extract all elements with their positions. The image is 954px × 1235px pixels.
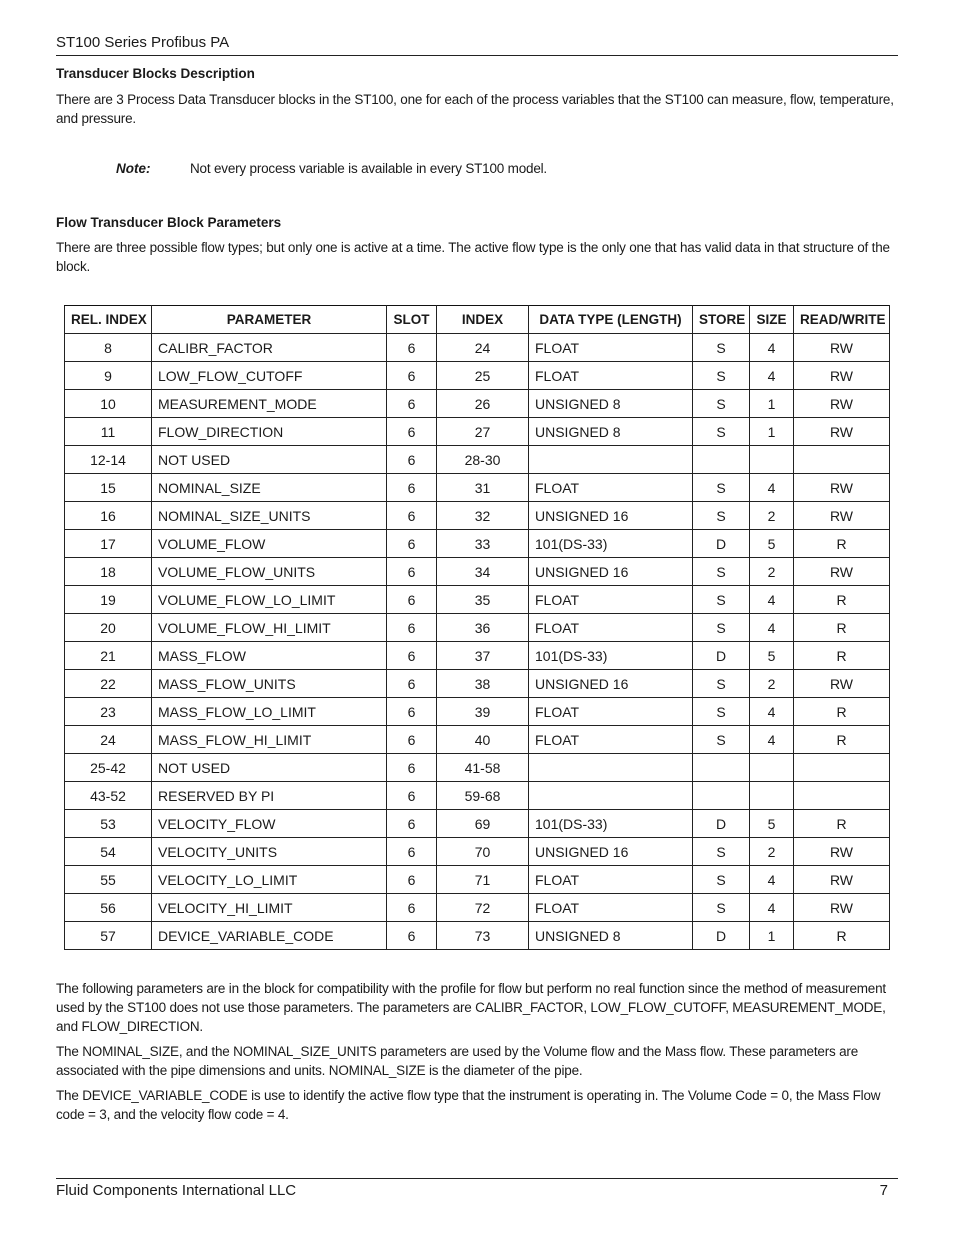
table-cell: NOMINAL_SIZE	[152, 474, 387, 502]
table-cell	[693, 754, 750, 782]
table-cell: 39	[437, 698, 529, 726]
body-paragraph-device-variable-code: The DEVICE_VARIABLE_CODE is use to identify the active flow type that the instrument is operating in. The Volume Code = 0, the Mass Flow code = 3, and the velocity flow code = 4.	[56, 1088, 881, 1122]
table-cell: 6	[387, 586, 437, 614]
table-cell: 6	[387, 390, 437, 418]
table-cell: 19	[65, 586, 152, 614]
table-cell: 6	[387, 474, 437, 502]
table-cell: RW	[794, 866, 890, 894]
table-cell: 6	[387, 754, 437, 782]
table-row	[65, 474, 890, 502]
table-cell: 25	[437, 362, 529, 390]
table-cell: FLOAT	[529, 474, 693, 502]
table-cell: UNSIGNED 16	[529, 502, 693, 530]
column-header: INDEX	[437, 306, 529, 334]
table-cell: 5	[750, 642, 794, 670]
table-cell: LOW_FLOW_CUTOFF	[152, 362, 387, 390]
table-cell: 2	[750, 670, 794, 698]
table-cell: R	[794, 726, 890, 754]
table-row	[65, 642, 890, 670]
table-cell: 12-14	[65, 446, 152, 474]
table-row	[65, 586, 890, 614]
table-cell: 21	[65, 642, 152, 670]
table-cell: S	[693, 334, 750, 362]
table-cell: S	[693, 502, 750, 530]
table-cell: 2	[750, 502, 794, 530]
table-cell: S	[693, 670, 750, 698]
table-cell: 5	[750, 530, 794, 558]
table-cell: 101(DS-33)	[529, 642, 693, 670]
table-cell: 24	[437, 334, 529, 362]
table-cell	[794, 782, 890, 810]
table-cell: RW	[794, 838, 890, 866]
column-header: PARAMETER	[152, 306, 387, 334]
table-cell: VELOCITY_UNITS	[152, 838, 387, 866]
table-cell: 41-58	[437, 754, 529, 782]
table-cell: 34	[437, 558, 529, 586]
table-cell: R	[794, 698, 890, 726]
table-cell: S	[693, 474, 750, 502]
table-cell: RW	[794, 418, 890, 446]
table-cell: UNSIGNED 16	[529, 838, 693, 866]
table-cell: RW	[794, 362, 890, 390]
table-row	[65, 810, 890, 838]
table-row	[65, 446, 890, 474]
table-cell: 33	[437, 530, 529, 558]
table-cell: 26	[437, 390, 529, 418]
footer-divider	[56, 1178, 898, 1179]
table-cell: MASS_FLOW_UNITS	[152, 670, 387, 698]
table-cell: 8	[65, 334, 152, 362]
table-cell: S	[693, 866, 750, 894]
section-heading-transducer-blocks: Transducer Blocks Description	[56, 66, 255, 81]
table-cell: VOLUME_FLOW_LO_LIMIT	[152, 586, 387, 614]
table-cell: 6	[387, 838, 437, 866]
table-cell: 6	[387, 894, 437, 922]
column-header: SLOT	[387, 306, 437, 334]
table-cell: VOLUME_FLOW_HI_LIMIT	[152, 614, 387, 642]
table-row	[65, 782, 890, 810]
table-cell: 6	[387, 502, 437, 530]
table-cell: S	[693, 894, 750, 922]
table-cell: 6	[387, 782, 437, 810]
table-row	[65, 362, 890, 390]
body-paragraph-nominal-size: The NOMINAL_SIZE, and the NOMINAL_SIZE_UNITS parameters are used by the Volume flow and the Mass flow. These parameters are associated with the pipe dimensions and units. NOMINAL_SIZE is the diameter of the pipe.	[56, 1044, 859, 1078]
table-cell: 6	[387, 530, 437, 558]
table-cell: R	[794, 614, 890, 642]
table-cell: FLOAT	[529, 726, 693, 754]
table-cell: 18	[65, 558, 152, 586]
table-cell: MASS_FLOW	[152, 642, 387, 670]
table-cell: 6	[387, 334, 437, 362]
table-cell: FLOAT	[529, 362, 693, 390]
table-cell	[750, 782, 794, 810]
table-cell: 6	[387, 642, 437, 670]
table-cell	[529, 754, 693, 782]
table-cell: VOLUME_FLOW_UNITS	[152, 558, 387, 586]
table-row	[65, 922, 890, 950]
table-cell: 59-68	[437, 782, 529, 810]
table-cell: 27	[437, 418, 529, 446]
table-cell: 32	[437, 502, 529, 530]
table-cell: UNSIGNED 16	[529, 670, 693, 698]
table-cell: RESERVED BY PI	[152, 782, 387, 810]
table-cell: VELOCITY_FLOW	[152, 810, 387, 838]
table-cell: 31	[437, 474, 529, 502]
table-cell: 20	[65, 614, 152, 642]
table-cell: VOLUME_FLOW	[152, 530, 387, 558]
table-cell: 23	[65, 698, 152, 726]
table-cell: FLOAT	[529, 586, 693, 614]
page-header-title: ST100 Series Profibus PA	[56, 34, 230, 51]
table-cell: RW	[794, 502, 890, 530]
table-cell: 6	[387, 922, 437, 950]
table-row	[65, 614, 890, 642]
table-cell	[529, 782, 693, 810]
table-cell: VELOCITY_LO_LIMIT	[152, 866, 387, 894]
table-cell: MASS_FLOW_LO_LIMIT	[152, 698, 387, 726]
table-cell: 17	[65, 530, 152, 558]
table-cell: 4	[750, 726, 794, 754]
table-cell	[794, 754, 890, 782]
section-paragraph-transducer-blocks: There are 3 Process Data Transducer blocks in the ST100, one for each of the process variables that the ST100 can measure, flow, temperature, and pressure.	[56, 92, 894, 126]
table-cell: RW	[794, 558, 890, 586]
column-header: STORE	[693, 306, 750, 334]
table-cell: 101(DS-33)	[529, 530, 693, 558]
table-row	[65, 334, 890, 362]
table-header-row	[65, 306, 890, 334]
column-header: READ/WRITE	[794, 306, 890, 334]
table-cell: 101(DS-33)	[529, 810, 693, 838]
table-cell: 4	[750, 894, 794, 922]
table-row	[65, 530, 890, 558]
column-header: REL. INDEX	[65, 306, 152, 334]
table-cell: S	[693, 586, 750, 614]
table-cell: R	[794, 642, 890, 670]
table-row	[65, 698, 890, 726]
table-cell: 9	[65, 362, 152, 390]
section-paragraph-flow-transducer: There are three possible flow types; but only one is active at a time. The active flow type is the only one that has valid data in that structure of the block.	[56, 240, 890, 274]
table-cell: RW	[794, 390, 890, 418]
table-cell: 16	[65, 502, 152, 530]
table-cell: 73	[437, 922, 529, 950]
table-cell: 69	[437, 810, 529, 838]
table-body	[65, 334, 890, 950]
table-cell: S	[693, 418, 750, 446]
table-row	[65, 418, 890, 446]
table-cell: S	[693, 614, 750, 642]
table-cell: S	[693, 390, 750, 418]
column-header: DATA TYPE (LENGTH)	[529, 306, 693, 334]
table-cell: 2	[750, 558, 794, 586]
table-cell: R	[794, 586, 890, 614]
table-cell: 1	[750, 922, 794, 950]
note-text: Not every process variable is available in every ST100 model.	[190, 161, 547, 176]
table-cell: 1	[750, 390, 794, 418]
footer-company-name: Fluid Components International LLC	[56, 1182, 297, 1199]
table-cell: S	[693, 558, 750, 586]
table-cell: 6	[387, 698, 437, 726]
table-cell: NOMINAL_SIZE_UNITS	[152, 502, 387, 530]
table-cell: 6	[387, 446, 437, 474]
table-cell: S	[693, 362, 750, 390]
table-cell: 43-52	[65, 782, 152, 810]
table-cell: 22	[65, 670, 152, 698]
table-cell: 70	[437, 838, 529, 866]
table-cell: 4	[750, 614, 794, 642]
table-cell: 1	[750, 418, 794, 446]
table-cell: 53	[65, 810, 152, 838]
table-cell: 4	[750, 866, 794, 894]
table-cell: 6	[387, 558, 437, 586]
table-cell: UNSIGNED 8	[529, 922, 693, 950]
flow-transducer-parameters-table	[64, 305, 890, 950]
note-label: Note:	[116, 161, 151, 176]
table-cell: 72	[437, 894, 529, 922]
table-cell: 55	[65, 866, 152, 894]
table-cell: 37	[437, 642, 529, 670]
table-cell: R	[794, 810, 890, 838]
table-cell: FLOAT	[529, 614, 693, 642]
table-row	[65, 726, 890, 754]
table-cell: VELOCITY_HI_LIMIT	[152, 894, 387, 922]
table-cell: 25-42	[65, 754, 152, 782]
table-cell: 4	[750, 698, 794, 726]
table-cell: FLOAT	[529, 698, 693, 726]
table-row	[65, 894, 890, 922]
table-cell: FLOAT	[529, 894, 693, 922]
table-cell: R	[794, 922, 890, 950]
table-cell: DEVICE_VARIABLE_CODE	[152, 922, 387, 950]
section-heading-flow-transducer: Flow Transducer Block Parameters	[56, 215, 282, 230]
table-cell: FLOW_DIRECTION	[152, 418, 387, 446]
table-cell: 6	[387, 726, 437, 754]
table-cell	[750, 446, 794, 474]
table-cell: D	[693, 642, 750, 670]
table-cell: 4	[750, 362, 794, 390]
table-cell: 6	[387, 810, 437, 838]
table-cell: D	[693, 922, 750, 950]
table-cell: 10	[65, 390, 152, 418]
table-cell: 6	[387, 418, 437, 446]
table-row	[65, 502, 890, 530]
table-cell: RW	[794, 894, 890, 922]
table-cell: MEASUREMENT_MODE	[152, 390, 387, 418]
table-cell: UNSIGNED 8	[529, 390, 693, 418]
table-row	[65, 670, 890, 698]
table-cell: 38	[437, 670, 529, 698]
table-cell	[750, 754, 794, 782]
table-cell: 4	[750, 334, 794, 362]
body-paragraph-compatibility: The following parameters are in the block for compatibility with the profile for flow but perform no real function since the method of measurement used by the ST100 does not use those parameters. The parameters are CALIBR_FACTOR, LOW_FLOW_CUTOFF, MEASUREMENT_MODE, and FLOW_DIRECTION.	[56, 981, 886, 1034]
table-cell: 40	[437, 726, 529, 754]
table-cell: D	[693, 810, 750, 838]
table-row	[65, 754, 890, 782]
table-cell: S	[693, 838, 750, 866]
table-cell: 6	[387, 866, 437, 894]
table-cell	[529, 446, 693, 474]
table-cell: 28-30	[437, 446, 529, 474]
table-cell: 71	[437, 866, 529, 894]
table-cell: CALIBR_FACTOR	[152, 334, 387, 362]
table-cell: D	[693, 530, 750, 558]
table-cell: 36	[437, 614, 529, 642]
column-header: SIZE	[750, 306, 794, 334]
table-cell: 54	[65, 838, 152, 866]
table-cell: 57	[65, 922, 152, 950]
table-row	[65, 866, 890, 894]
table-row	[65, 838, 890, 866]
header-divider	[56, 55, 898, 56]
table-cell: RW	[794, 670, 890, 698]
table-cell: 4	[750, 474, 794, 502]
table-cell: FLOAT	[529, 334, 693, 362]
table-cell: NOT USED	[152, 446, 387, 474]
table-cell: RW	[794, 474, 890, 502]
table-cell: 6	[387, 614, 437, 642]
page-number: 7	[879, 1182, 888, 1199]
table-cell: 5	[750, 810, 794, 838]
table-cell: S	[693, 726, 750, 754]
table-cell: UNSIGNED 16	[529, 558, 693, 586]
table-cell	[693, 782, 750, 810]
table-cell: FLOAT	[529, 866, 693, 894]
table-cell: NOT USED	[152, 754, 387, 782]
table-cell	[693, 446, 750, 474]
table-cell: 2	[750, 838, 794, 866]
table-cell: 24	[65, 726, 152, 754]
table-cell: 15	[65, 474, 152, 502]
table-cell: R	[794, 530, 890, 558]
table-cell: S	[693, 698, 750, 726]
table-cell: 56	[65, 894, 152, 922]
table-cell: 4	[750, 586, 794, 614]
table-row	[65, 558, 890, 586]
table-row	[65, 390, 890, 418]
table-cell	[794, 446, 890, 474]
table-cell: RW	[794, 334, 890, 362]
table-cell: MASS_FLOW_HI_LIMIT	[152, 726, 387, 754]
table-cell: 6	[387, 670, 437, 698]
table-cell: 35	[437, 586, 529, 614]
table-cell: UNSIGNED 8	[529, 418, 693, 446]
table-cell: 6	[387, 362, 437, 390]
table-cell: 11	[65, 418, 152, 446]
